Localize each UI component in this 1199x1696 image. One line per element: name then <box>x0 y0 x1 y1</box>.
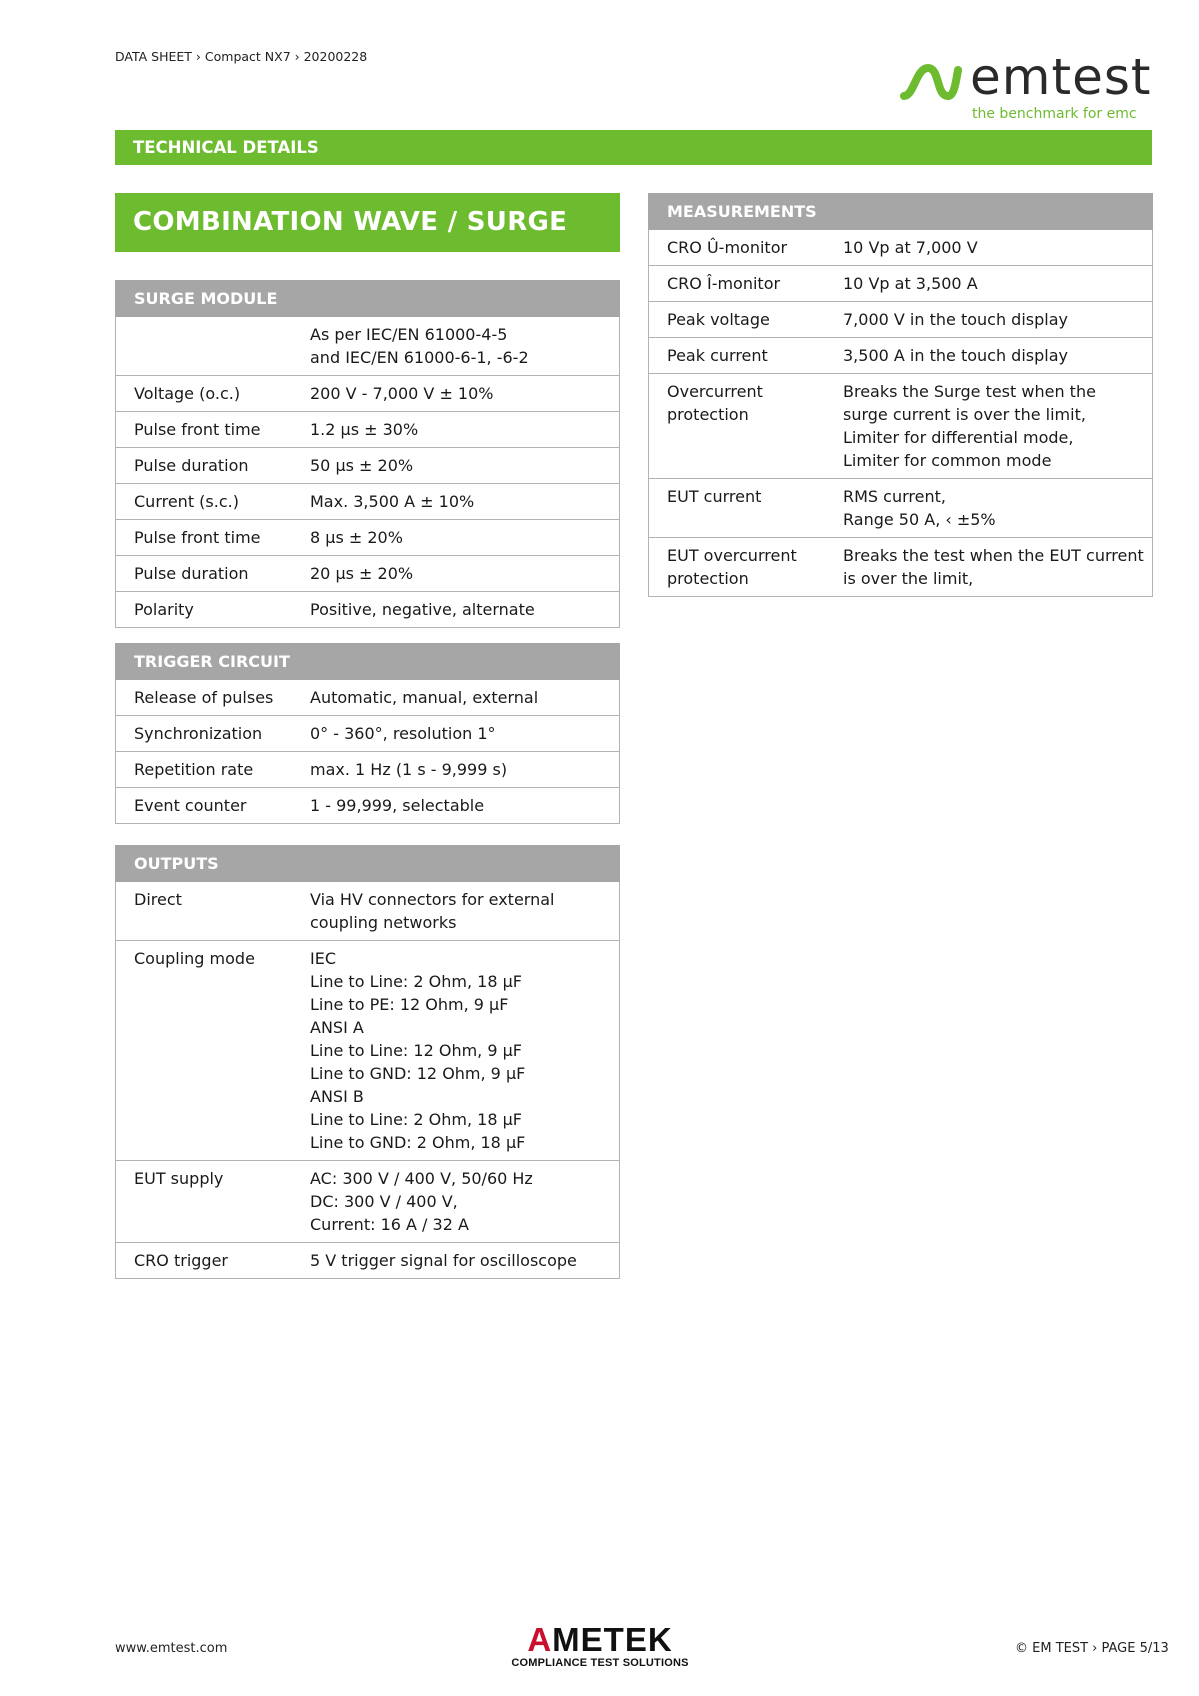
row-label: Voltage (o.c.) <box>116 376 293 412</box>
row-label: Pulse duration <box>116 556 293 592</box>
trigger-circuit-table <box>115 643 620 824</box>
row-label: Repetition rate <box>116 752 293 788</box>
table-row <box>116 376 620 412</box>
table-row <box>649 479 1153 538</box>
row-value: Positive, negative, alternate <box>292 592 620 628</box>
row-value: 8 μs ± 20% <box>292 520 620 556</box>
row-value: 10 Vp at 7,000 V <box>825 230 1153 266</box>
table-row <box>649 302 1153 338</box>
table-row <box>116 556 620 592</box>
wave-logo-icon <box>900 62 962 102</box>
row-value: As per IEC/EN 61000-4-5 and IEC/EN 61000-6-1, -6-2 <box>292 317 620 376</box>
row-label: CRO Û-monitor <box>649 230 826 266</box>
row-label: Polarity <box>116 592 293 628</box>
row-label: CRO Î-monitor <box>649 266 826 302</box>
table-row <box>116 448 620 484</box>
table-header: OUTPUTS <box>116 846 620 882</box>
logo-wordmark: emtest <box>970 48 1152 106</box>
table-row <box>116 484 620 520</box>
row-value: 3,500 A in the touch display <box>825 338 1153 374</box>
row-label: Pulse duration <box>116 448 293 484</box>
table-row <box>649 266 1153 302</box>
table-row <box>116 1161 620 1243</box>
row-label: EUT overcurrent protection <box>649 538 826 597</box>
row-value: 20 μs ± 20% <box>292 556 620 592</box>
row-label: Pulse front time <box>116 520 293 556</box>
row-value: 5 V trigger signal for oscilloscope <box>292 1243 620 1279</box>
row-label: Synchronization <box>116 716 293 752</box>
table-row <box>116 716 620 752</box>
row-value: RMS current, Range 50 A, ‹ ±5% <box>825 479 1153 538</box>
row-value: Breaks the Surge test when the surge current is over the limit, Limiter for differential mode, Limiter for common mode <box>825 374 1153 479</box>
table-row <box>116 520 620 556</box>
table-row <box>649 338 1153 374</box>
surge-module-table <box>115 280 620 628</box>
table-row <box>116 788 620 824</box>
section-title: COMBINATION WAVE / SURGE <box>115 193 620 252</box>
row-value: Max. 3,500 A ± 10% <box>292 484 620 520</box>
emtest-logo <box>900 50 1150 130</box>
row-value: Breaks the test when the EUT current is over the limit, <box>825 538 1153 597</box>
ametek-subtitle: COMPLIANCE TEST SOLUTIONS <box>511 1657 689 1669</box>
row-value: 1 - 99,999, selectable <box>292 788 620 824</box>
row-label: Overcurrent protection <box>649 374 826 479</box>
row-value: 1.2 μs ± 30% <box>292 412 620 448</box>
table-header: TRIGGER CIRCUIT <box>116 644 620 680</box>
row-label: CRO trigger <box>116 1243 293 1279</box>
table-row <box>649 538 1153 597</box>
table-row <box>116 317 620 376</box>
table-row <box>116 592 620 628</box>
row-label <box>116 317 293 376</box>
row-label: Current (s.c.) <box>116 484 293 520</box>
row-value: 200 V - 7,000 V ± 10% <box>292 376 620 412</box>
row-value: 10 Vp at 3,500 A <box>825 266 1153 302</box>
row-value: Via HV connectors for external coupling networks <box>292 882 620 941</box>
ametek-logo <box>505 1623 695 1668</box>
row-value: 0° - 360°, resolution 1° <box>292 716 620 752</box>
table-row <box>116 412 620 448</box>
row-label: EUT current <box>649 479 826 538</box>
row-value: max. 1 Hz (1 s - 9,999 s) <box>292 752 620 788</box>
row-value: 50 μs ± 20% <box>292 448 620 484</box>
row-value: AC: 300 V / 400 V, 50/60 Hz DC: 300 V / 400 V, Current: 16 A / 32 A <box>292 1161 620 1243</box>
row-label: Release of pulses <box>116 680 293 716</box>
logo-tagline: the benchmark for emc <box>972 106 1137 122</box>
row-value: IEC Line to Line: 2 Ohm, 18 μF Line to PE: 12 Ohm, 9 μF ANSI A Line to Line: 12 Ohm, 9 μF Line to GND: 12 Ohm, 9 μF ANSI B Line to Line: 2 Ohm, 18 μF Line to GND: 2 Ohm, 18 μF <box>292 941 620 1161</box>
row-label: Peak current <box>649 338 826 374</box>
row-label: EUT supply <box>116 1161 293 1243</box>
outputs-table <box>115 845 620 1279</box>
row-label: Peak voltage <box>649 302 826 338</box>
table-row <box>116 882 620 941</box>
row-label: Pulse front time <box>116 412 293 448</box>
measurements-table <box>648 193 1153 597</box>
breadcrumb: DATA SHEET › Compact NX7 › 20200228 <box>115 49 368 64</box>
table-header: SURGE MODULE <box>116 281 620 317</box>
row-label: Event counter <box>116 788 293 824</box>
row-label: Coupling mode <box>116 941 293 1161</box>
table-row <box>649 374 1153 479</box>
row-label: Direct <box>116 882 293 941</box>
table-header: MEASUREMENTS <box>649 194 1153 230</box>
table-row <box>649 230 1153 266</box>
technical-details-bar: TECHNICAL DETAILS <box>115 130 1152 165</box>
table-row <box>116 680 620 716</box>
row-value: 7,000 V in the touch display <box>825 302 1153 338</box>
footer-website: www.emtest.com <box>115 1641 228 1656</box>
row-value: Automatic, manual, external <box>292 680 620 716</box>
table-row <box>116 941 620 1161</box>
table-row <box>116 752 620 788</box>
ametek-wordmark: AMETEK <box>527 1621 673 1658</box>
table-row <box>116 1243 620 1279</box>
footer-page-number: © EM TEST › PAGE 5/13 <box>1015 1641 1169 1656</box>
